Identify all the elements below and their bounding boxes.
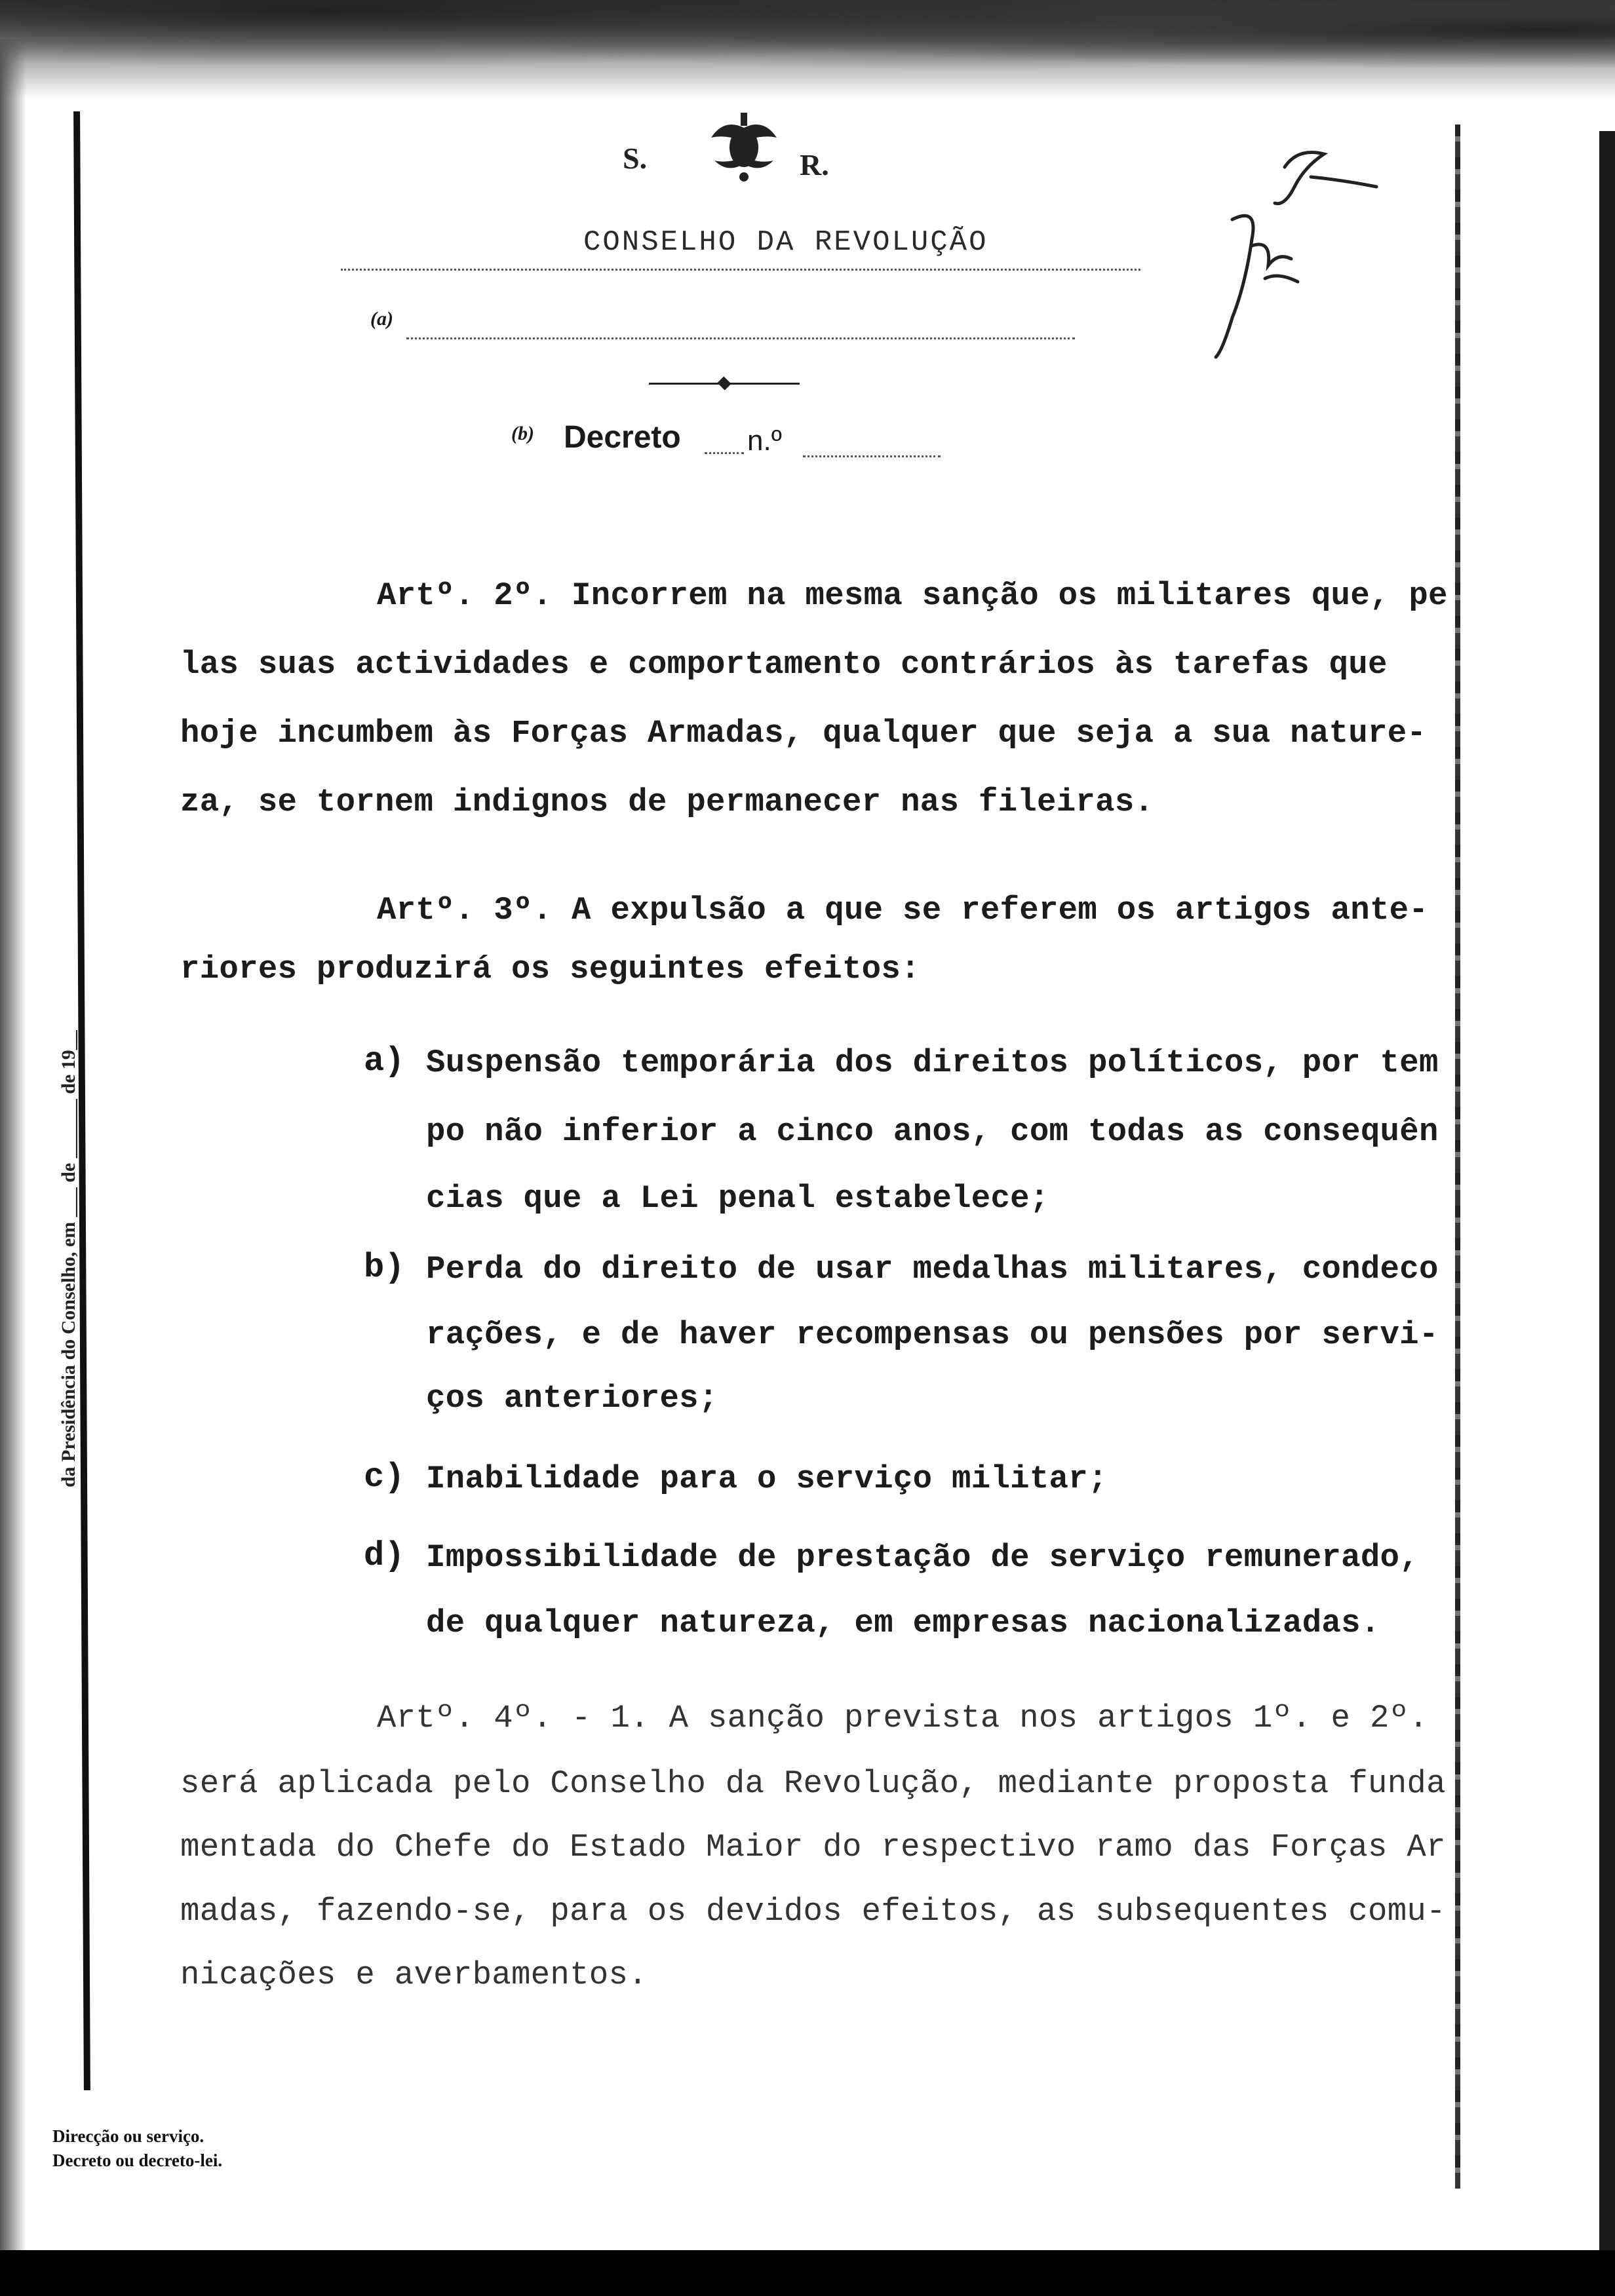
decree-dotted-1 <box>705 452 744 454</box>
item-a-line-1: Suspensão temporária dos direitos políticos, por tem <box>426 1044 1439 1081</box>
item-b-line-1: Perda do direito de usar medalhas militares, condeco <box>426 1251 1439 1288</box>
art2-line-4: za, se tornem indignos de permanecer nas fileiras. <box>180 784 1154 820</box>
item-a-label: a) <box>364 1042 405 1081</box>
field-a-dotted-line <box>406 337 1075 339</box>
item-c-label: c) <box>364 1458 405 1497</box>
scan-shadow-bottom <box>0 2250 1615 2296</box>
item-b-line-2: rações, e de haver recompensas ou pensões por servi- <box>426 1316 1439 1353</box>
decree-marker: (b) <box>511 423 534 444</box>
item-c-line-1: Inabilidade para o serviço militar; <box>426 1461 1108 1497</box>
field-a-marker: (a) <box>370 308 393 330</box>
item-b-label: b) <box>364 1248 405 1287</box>
art4-line-4: madas, fazendo-se, para os devidos efeitos, as subsequentes comu- <box>180 1893 1446 1930</box>
art4-line-2: será aplicada pelo Conselho da Revolução, mediante proposta funda <box>180 1765 1446 1802</box>
item-a-line-3: cias que a Lei penal estabelece; <box>426 1180 1049 1217</box>
footnote-b: Decreto ou decreto-lei. <box>52 2151 223 2170</box>
decree-number-label: n.º <box>747 425 782 457</box>
title-dotted-line <box>341 269 1140 271</box>
item-a-line-2: po não inferior a cinco anos, com todas as consequên <box>426 1113 1439 1150</box>
item-d-line-2: de qualquer natureza, em empresas nacionalizadas. <box>426 1605 1380 1641</box>
right-margin-rule <box>1455 124 1460 2189</box>
scan-edge-right <box>1599 131 1615 2261</box>
decree-number-field <box>803 455 941 457</box>
page-title: CONSELHO DA REVOLUÇÃO <box>583 226 988 259</box>
separator-ornament <box>717 376 731 390</box>
item-b-line-3: ços anteriores; <box>426 1380 718 1417</box>
header-letter-r: R. <box>800 148 829 182</box>
handwritten-signature <box>1186 141 1409 364</box>
art3-line-2: riores produzirá os seguintes efeitos: <box>180 951 920 987</box>
item-d-label: d) <box>364 1537 405 1575</box>
margin-note: da Presidência do Conselho, em ___ de ______ de 19__ <box>58 1030 79 1487</box>
footnote-a: Direcção ou serviço. <box>52 2126 204 2146</box>
art4-line-1: Artº. 4º. - 1. A sanção prevista nos artigos 1º. e 2º. <box>377 1700 1429 1736</box>
art4-line-5: nicações e averbamentos. <box>180 1957 648 1993</box>
art2-line-3: hoje incumbem às Forças Armadas, qualquer que seja a sua nature- <box>180 715 1427 752</box>
decree-label: Decreto <box>564 420 681 455</box>
art2-line-2: las suas actividades e comportamento contrários às tarefas que <box>180 646 1388 683</box>
scan-shadow-left <box>0 39 26 2254</box>
header-letter-s: S. <box>623 142 648 175</box>
art4-line-3: mentada do Chefe do Estado Maior do respectivo ramo das Forças Ar <box>180 1829 1446 1866</box>
coat-of-arms-icon <box>705 111 783 183</box>
scan-shadow-top <box>0 0 1615 98</box>
item-d-line-1: Impossibilidade de prestação de serviço remunerado, <box>426 1539 1419 1576</box>
art2-line-1: Artº. 2º. Incorrem na mesma sanção os militares que, pe <box>377 577 1448 614</box>
art3-line-1: Artº. 3º. A expulsão a que se referem os artigos ante- <box>377 892 1429 928</box>
